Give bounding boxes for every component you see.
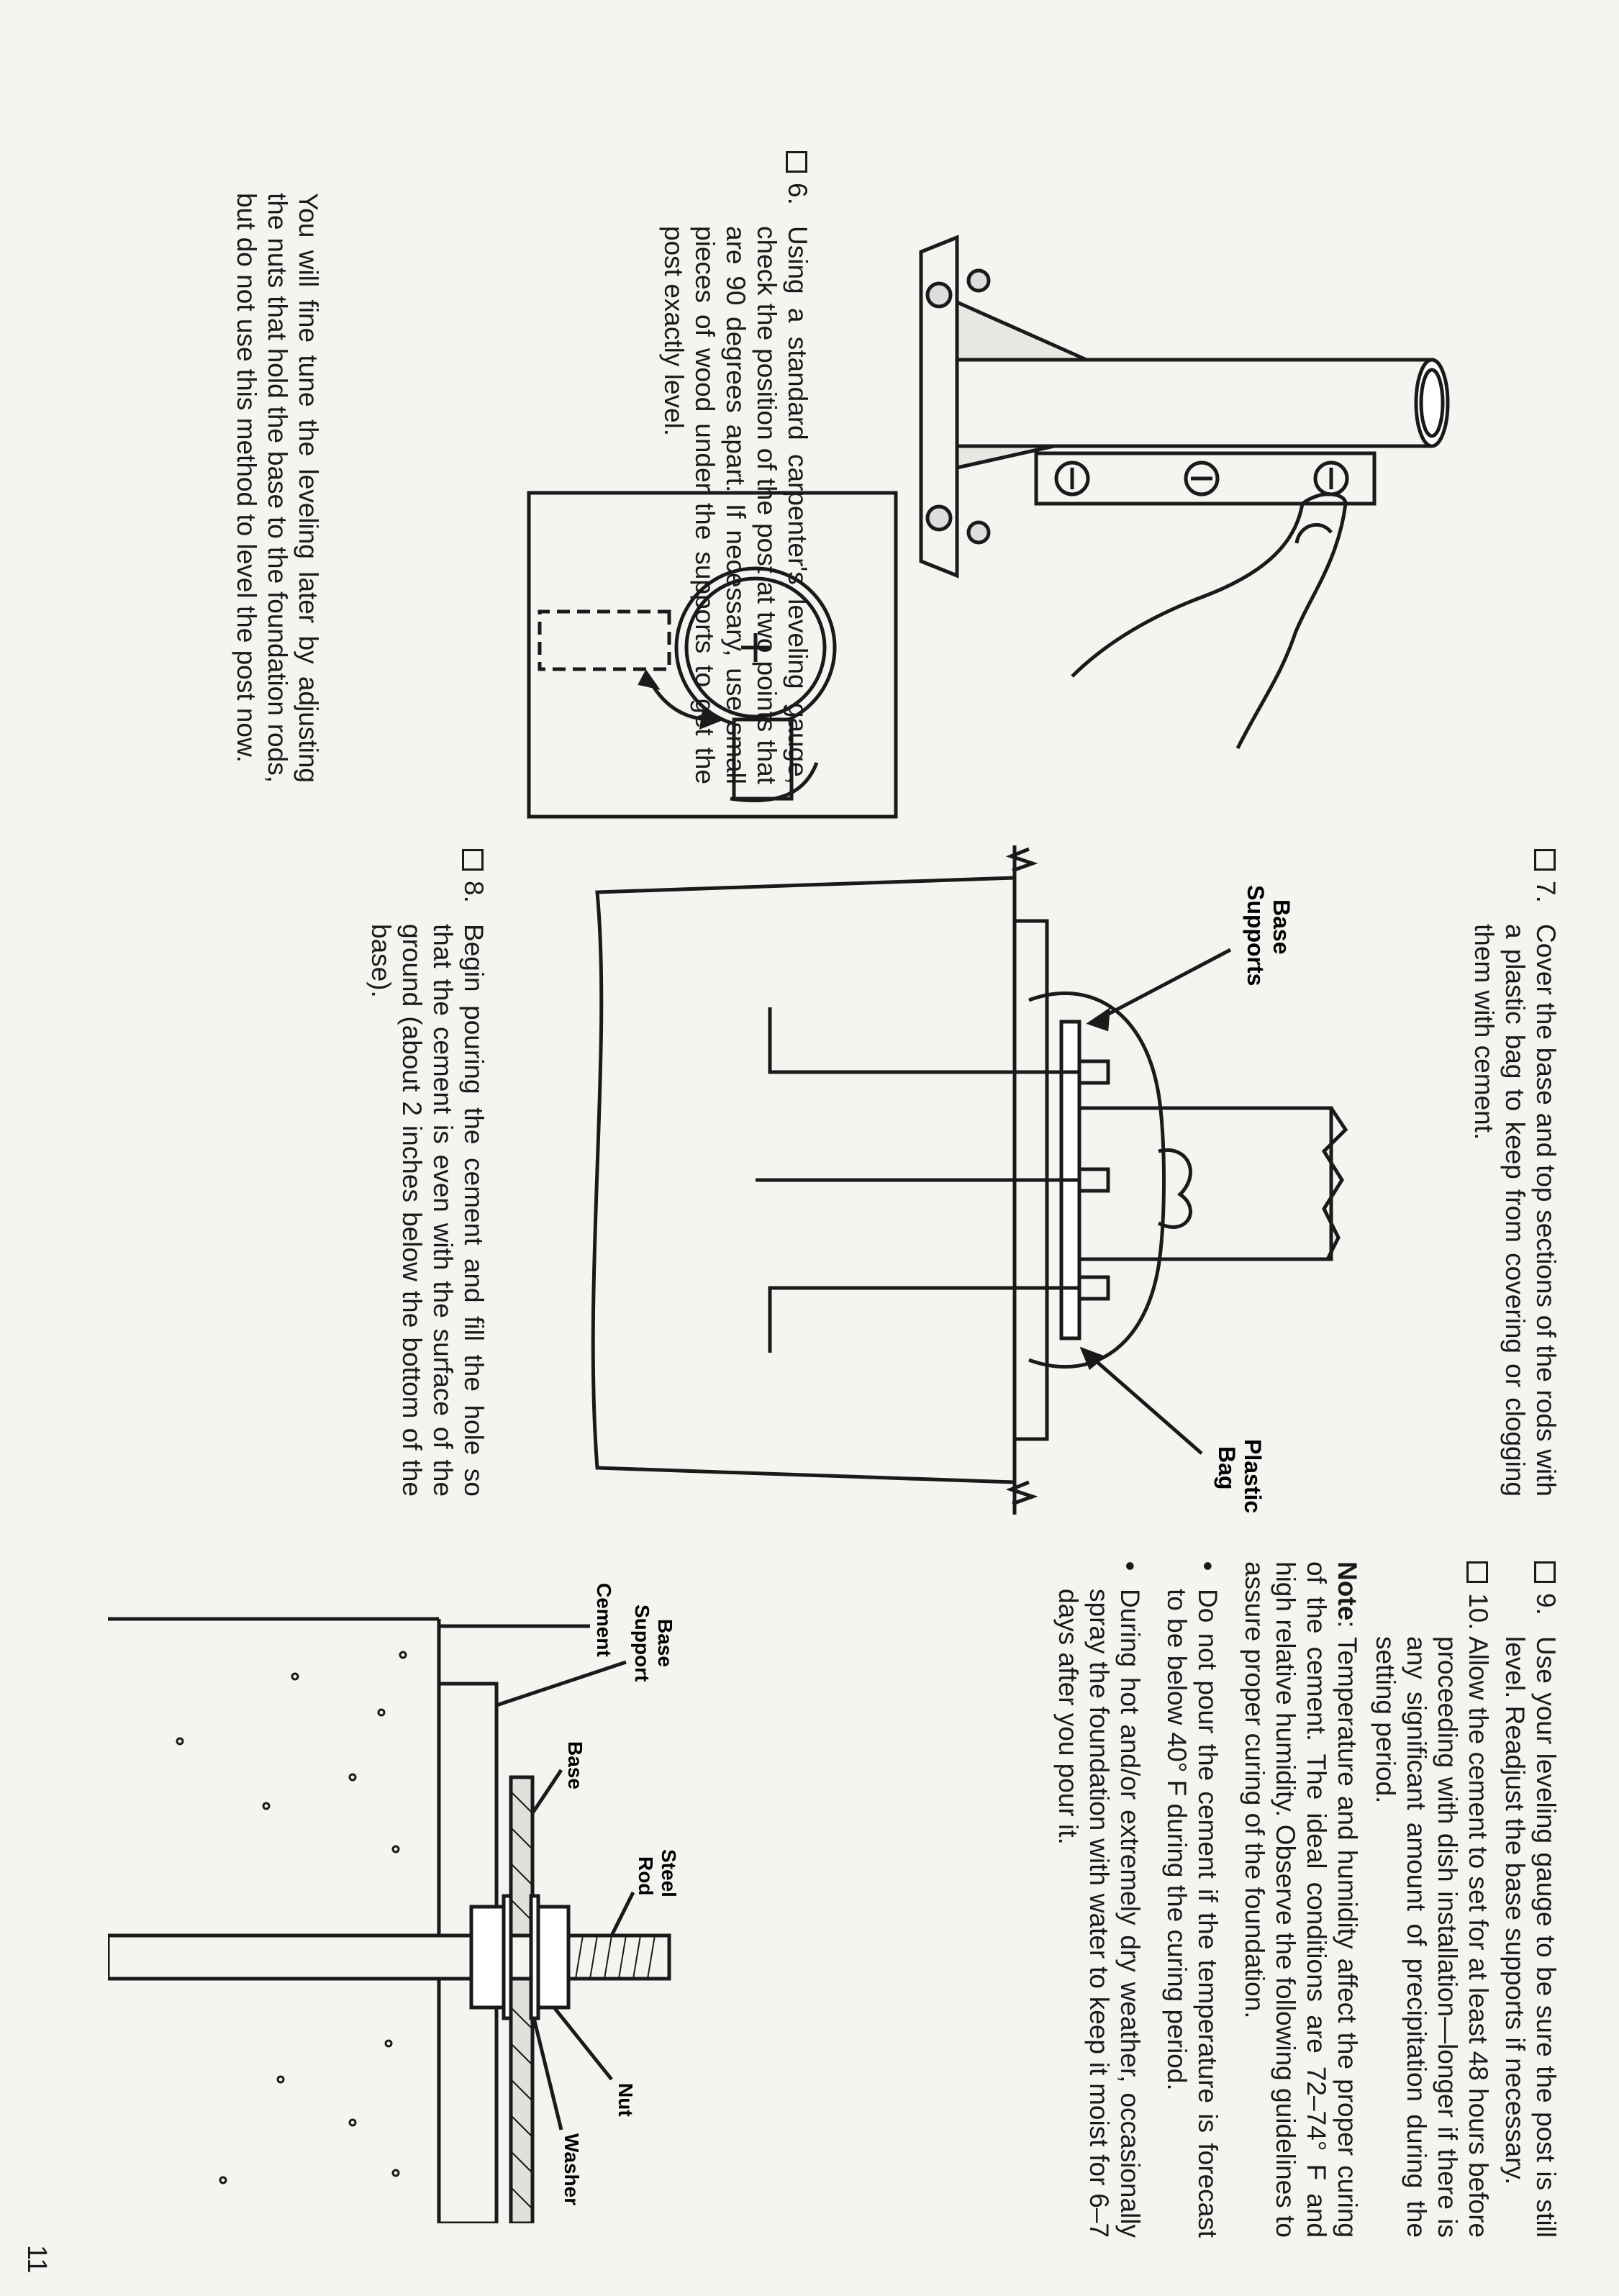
label-plastic-bag-line1: Plastic bbox=[1240, 1439, 1266, 1514]
label-base-supports-line1: Base bbox=[1269, 899, 1294, 955]
checkbox-icon[interactable] bbox=[462, 849, 484, 871]
bullet-text: Do not pour the cement if the temperature is forecast to be below 40° F during the curing period. bbox=[1162, 1589, 1223, 2238]
right-column-text bbox=[1053, 1561, 1561, 2238]
bullet-item bbox=[1053, 1561, 1146, 2238]
step-number: 7. bbox=[1531, 881, 1561, 903]
note-label: Note bbox=[1333, 1561, 1362, 1621]
bullet-text: During hot and/or extremely dry weather, occasionally spray the foundation with water to keep it moist for 6–7 days after you pour it. bbox=[1053, 1589, 1145, 2238]
label-steel-rod-line2: Rod bbox=[635, 1856, 657, 1896]
step-7-block bbox=[1469, 849, 1561, 1497]
bullet-item bbox=[1161, 1561, 1223, 2238]
rod-detail-figure bbox=[108, 1576, 727, 2223]
step-text: Begin pouring the cement and fill the hole so that the cement is even with the surface of the ground (about 2 inches below the bottom of the base). bbox=[366, 924, 489, 1497]
step-text: Allow the cement to set for at least 48 hours before proceeding with dish installation—longer if there is any significant amount of precipitation during the setting period. bbox=[1371, 1636, 1493, 2238]
foundation-figure bbox=[540, 835, 1418, 1525]
step-number: 9. bbox=[1531, 1593, 1561, 1615]
fine-tune-note bbox=[231, 193, 324, 783]
checkbox-icon[interactable] bbox=[1534, 1561, 1556, 1583]
label-plastic-bag-line2: Bag bbox=[1214, 1446, 1240, 1490]
step-text: Cover the base and top sections of the rods with a plastic bag to keep from covering or clogging them with cement. bbox=[1469, 924, 1561, 1497]
note-text: : Temperature and humidity affect the proper curing of the cement. The ideal conditions are 72–74° F and high relative humidity. Observe the following guidelines to assure proper curing of the foundation. bbox=[1240, 1561, 1362, 2238]
checkbox-icon[interactable] bbox=[1534, 849, 1556, 871]
step-text: Use your leveling gauge to be sure the post is still level. Readjust the base supports if necessary. bbox=[1500, 1636, 1561, 2238]
note-paragraph bbox=[1239, 1561, 1363, 2238]
post-leveling-illustration bbox=[827, 130, 1475, 777]
step-6-block bbox=[658, 151, 813, 784]
label-base-support-line2: Support bbox=[631, 1605, 653, 1682]
step-number: 8. bbox=[459, 881, 489, 903]
page-number: 11 bbox=[22, 2245, 52, 2274]
step-number: 10. bbox=[1464, 1593, 1493, 1630]
label-base: Base bbox=[564, 1741, 586, 1789]
fine-tune-text: You will fine tune the leveling later by adjusting the nuts that hold the base to the foundation rods, but do not use this method to level the post now. bbox=[232, 193, 323, 783]
step-text: Using a standard carpenter's leveling gauge, check the position of the post at two points that are 90 degrees apart. If necessary, use small pieces of wood under the supports to get the post exactly level. bbox=[659, 226, 812, 784]
label-cement: Cement bbox=[593, 1583, 615, 1657]
bullet-icon: • bbox=[1193, 1561, 1223, 1571]
label-washer: Washer bbox=[561, 2133, 583, 2206]
checkbox-icon[interactable] bbox=[786, 151, 807, 173]
label-base-support-line1: Base bbox=[654, 1619, 676, 1667]
bullet-icon: • bbox=[1115, 1561, 1145, 1571]
step-number: 6. bbox=[783, 183, 812, 205]
checkbox-icon[interactable] bbox=[1466, 1561, 1488, 1583]
label-nut: Nut bbox=[615, 2083, 637, 2117]
label-steel-rod-line1: Steel bbox=[658, 1849, 680, 1897]
label-base-supports-line2: Supports bbox=[1243, 885, 1269, 986]
step-8-block bbox=[366, 849, 489, 1497]
